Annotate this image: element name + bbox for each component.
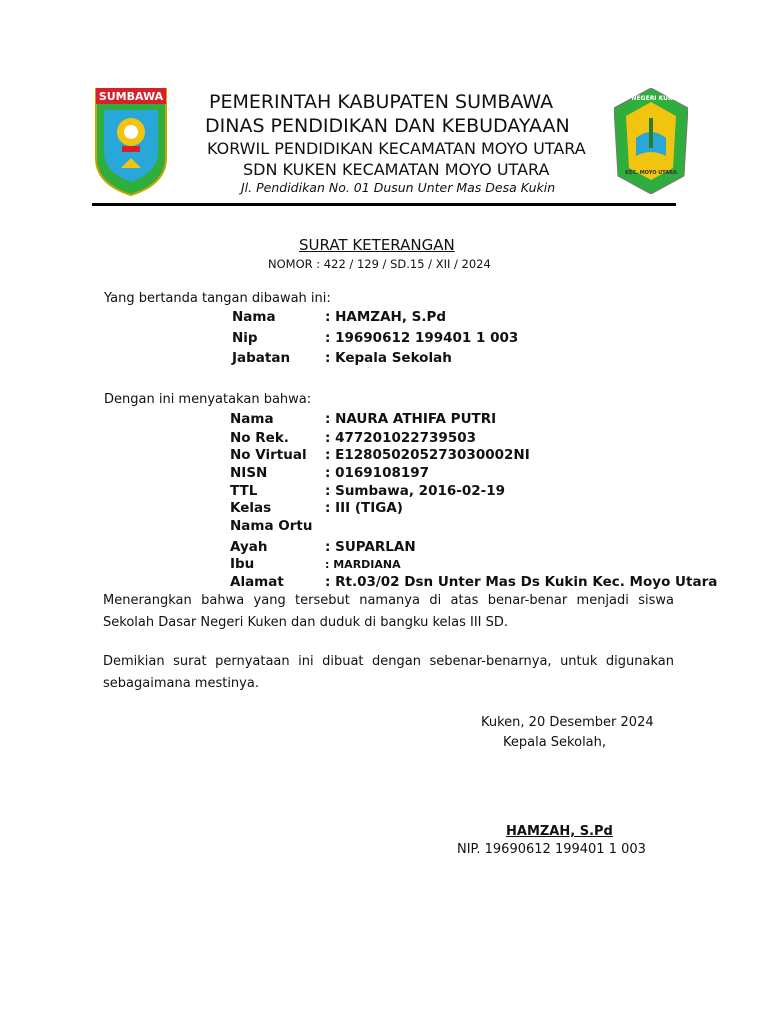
header-line-4: SDN KUKEN KECAMATAN MOYO UTARA (243, 160, 550, 179)
student-label-birth: TTL (230, 483, 258, 499)
student-label-address: Alamat (230, 574, 284, 590)
student-label-parents: Nama Ortu (230, 518, 313, 534)
student-value-virtual: : E128050205273030002NI (325, 447, 530, 463)
signature-name: HAMZAH, S.Pd (506, 824, 613, 839)
school-logo (614, 88, 688, 194)
svg-text:SUMBAWA: SUMBAWA (98, 90, 164, 103)
student-label-virtual: No Virtual (230, 447, 307, 463)
student-value-name: : NAURA ATHIFA PUTRI (325, 411, 497, 427)
svg-text:SD NEGERI KUKEN: SD NEGERI KUKEN (620, 95, 682, 102)
signer-value-name: : HAMZAH, S.Pd (325, 309, 447, 325)
header-line-2: DINAS PENDIDIKAN DAN KEBUDAYAAN (205, 115, 570, 137)
student-label-name: Nama (230, 411, 274, 427)
sumbawa-logo (94, 88, 168, 196)
student-value-father: : SUPARLAN (325, 539, 416, 555)
student-label-class: Kelas (230, 500, 272, 516)
header-address: Jl. Pendidikan No. 01 Dusun Unter Mas Desa Kukin (241, 180, 556, 195)
student-label-mother: Ibu (230, 556, 255, 572)
signer-position: Kepala Sekolah, (503, 735, 607, 750)
signer-label-name: Nama (232, 309, 276, 325)
header-divider (92, 203, 676, 206)
paragraph-statement: Menerangkan bahwa yang tersebut namanya di atas benar-benar menjadi siswa Sekolah Dasar Negeri Kuken dan duduk di bangku kelas III SD. (103, 593, 674, 630)
student-value-nisn: : 0169108197 (325, 465, 430, 481)
student-value-mother: : MARDIANA (325, 558, 401, 571)
student-label-nisn: NISN (230, 465, 268, 481)
intro-signer: Yang bertanda tangan dibawah ini: (104, 291, 331, 306)
student-label-account: No Rek. (230, 430, 289, 446)
signature-nip: NIP. 19690612 199401 1 003 (457, 842, 646, 857)
paragraph-closing: Demikian surat pernyataan ini dibuat dengan sebenar-benarnya, untuk digunakan sebagaimana mestinya. (103, 654, 674, 691)
letter-number: NOMOR : 422 / 129 / SD.15 / XII / 2024 (268, 257, 491, 271)
signer-label-position: Jabatan (232, 350, 291, 366)
student-value-address: : Rt.03/02 Dsn Unter Mas Ds Kukin Kec. Moyo Utara (325, 574, 718, 590)
place-date: Kuken, 20 Desember 2024 (481, 715, 654, 730)
letter-title: SURAT KETERANGAN (299, 236, 455, 254)
signer-value-nip: : 19690612 199401 1 003 (325, 330, 519, 346)
student-label-father: Ayah (230, 539, 268, 555)
header-line-3: KORWIL PENDIDIKAN KECAMATAN MOYO UTARA (207, 139, 586, 158)
student-value-birth: : Sumbawa, 2016-02-19 (325, 483, 506, 499)
intro-statement: Dengan ini menyatakan bahwa: (104, 392, 312, 407)
header-line-1: PEMERINTAH KABUPATEN SUMBAWA (209, 91, 554, 113)
student-value-account: : 477201022739503 (325, 430, 476, 446)
svg-text:KEC. MOYO UTARA: KEC. MOYO UTARA (625, 170, 677, 176)
signer-label-nip: Nip (232, 330, 258, 346)
signer-value-position: : Kepala Sekolah (325, 350, 452, 366)
student-value-class: : III (TIGA) (325, 500, 403, 516)
